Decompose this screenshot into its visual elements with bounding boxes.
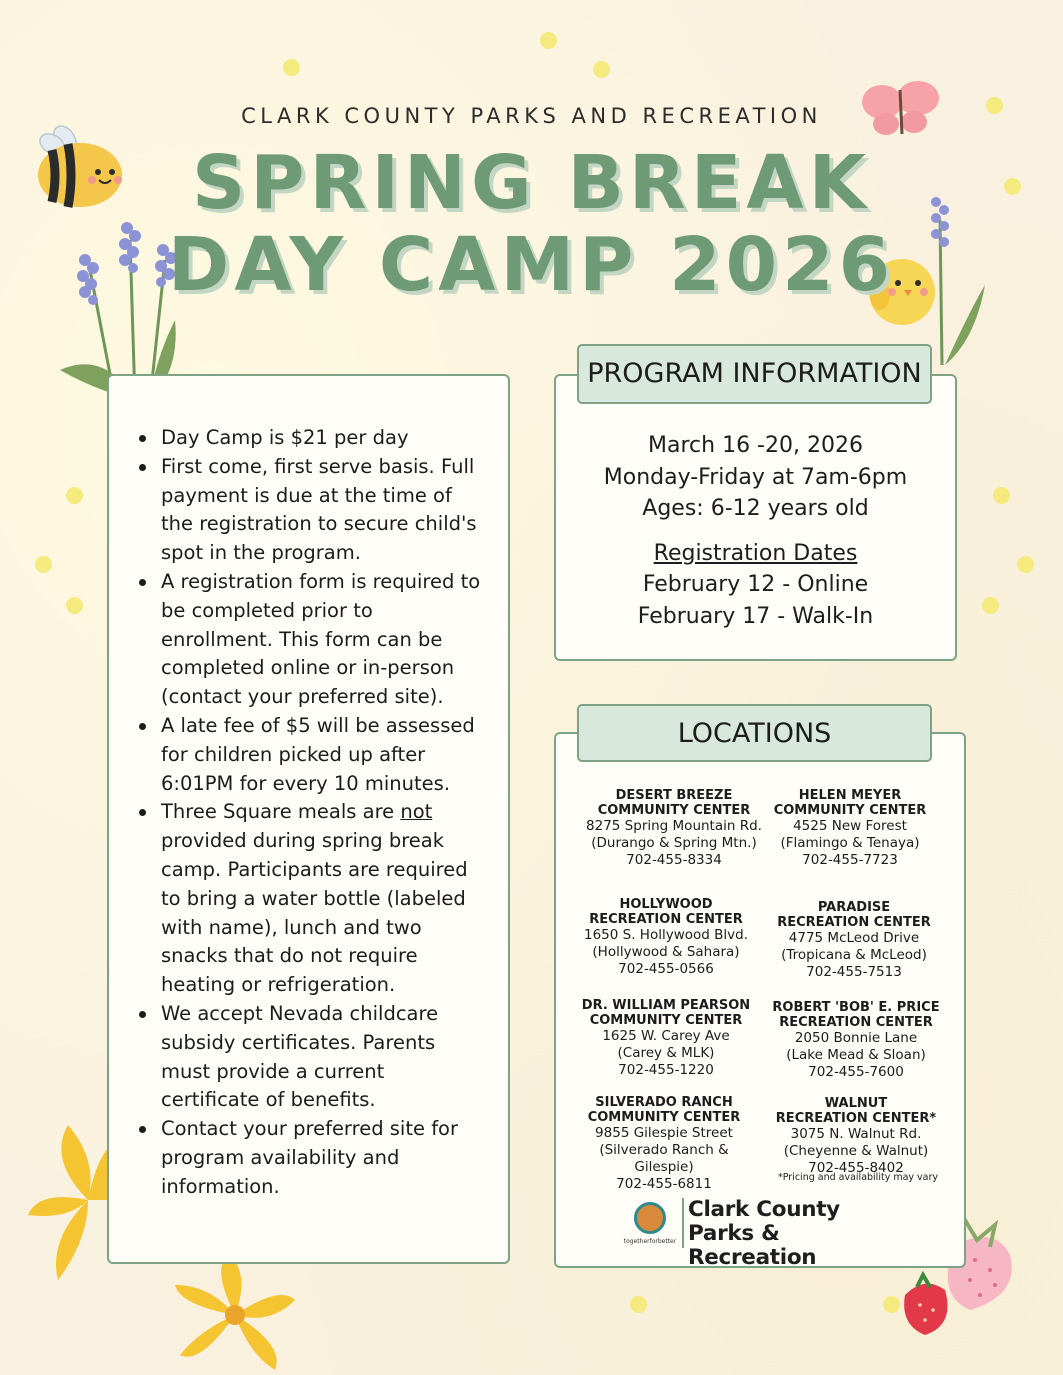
decorative-dot (66, 597, 83, 614)
program-info-heading: PROGRAM INFORMATION (577, 344, 932, 404)
registration-online: February 12 - Online (642, 572, 869, 597)
program-schedule: Monday-Friday at 7am-6pm (603, 464, 908, 490)
location-pearson: DR. WILLIAM PEARSON COMMUNITY CENTER 1625 W. Carey Ave (Carey & MLK) 702-455-1220 (581, 998, 751, 1078)
decorative-dot (593, 61, 610, 78)
location-price: ROBERT 'BOB' E. PRICE RECREATION CENTER 2050 Bonnie Lane (Lake Mead & Sloan) 702-455-7600 (772, 1000, 940, 1080)
location-walnut: WALNUT RECREATION CENTER* 3075 N. Walnut Rd. (Cheyenne & Walnut) 702-455-8402 (775, 1096, 937, 1176)
logo-divider (682, 1198, 684, 1248)
decorative-dot (283, 59, 300, 76)
location-paradise: PARADISE RECREATION CENTER 4775 McLeod Drive (Tropicana & McLeod) 702-455-7513 (777, 900, 931, 980)
camp-details-list (109, 424, 488, 1202)
county-seal-icon (634, 1202, 666, 1234)
page-title-line1: SPRING BREAK (191, 140, 872, 226)
location-hollywood: HOLLYWOOD RECREATION CENTER 1650 S. Hollywood Blvd. (Hollywood & Sahara) 702-455-0566 (584, 897, 748, 977)
location-silverado: SILVERADO RANCH COMMUNITY CENTER 9855 Gilespie Street (Silverado Ranch & Gilespie) 702-455-6811 (587, 1095, 741, 1192)
location-desert-breeze: DESERT BREEZE COMMUNITY CENTER 8275 Spring Mountain Rd. (Durango & Spring Mtn.) 702-455-8334 (586, 788, 762, 868)
clark-county-logo (620, 1196, 910, 1270)
list-item: A registration form is required to be completed prior to enrollment. This form can be completed online or in-person (contact your preferred site). (161, 568, 488, 712)
decorative-dot (1017, 556, 1034, 573)
yellow-flower-icon (28, 1120, 118, 1295)
logo-tagline: togetherforbetter (623, 1238, 677, 1245)
list-item: First come, first serve basis. Full payment is due at the time of the registration to secure child's spot in the program. (161, 453, 488, 568)
yellow-flower-icon (170, 1255, 300, 1375)
decorative-dot (66, 487, 83, 504)
registration-walkin: February 17 - Walk-In (637, 603, 874, 629)
list-item: A late fee of $5 will be assessed for children picked up after 6:01PM for every 10 minutes. (161, 712, 488, 798)
decorative-dot (35, 556, 52, 573)
page-title-line2: DAY CAMP 2026 (167, 222, 896, 308)
list-item: We accept Nevada childcare subsidy certificates. Parents must provide a current certificate of benefits. (161, 1000, 488, 1115)
program-info-body (556, 430, 955, 632)
program-info-card (554, 374, 957, 661)
decorative-dot (993, 487, 1010, 504)
program-ages: Ages: 6-12 years old (642, 496, 869, 521)
camp-details-card (107, 374, 510, 1264)
decorative-dot (540, 32, 557, 49)
list-item: Three Square meals are not provided during spring break camp. Participants are required to bring a water bottle (labeled with name), lunch and two snacks that do not require heating or refrigeration. (161, 798, 488, 1000)
logo-wordmark: Clark County Parks & Recreation (688, 1197, 840, 1270)
registration-heading: Registration Dates (653, 540, 858, 566)
location-helen-meyer: HELEN MEYER COMMUNITY CENTER 4525 New Forest (Flamingo & Tenaya) 702-455-7723 (773, 788, 927, 868)
list-item: Contact your preferred site for program availability and information. (161, 1115, 488, 1201)
decorative-dot (630, 1296, 647, 1313)
decorative-dot (982, 597, 999, 614)
pricing-footnote: *Pricing and availability may vary (777, 1172, 939, 1183)
program-dates: March 16 -20, 2026 (648, 433, 863, 458)
organization-name: CLARK COUNTY PARKS AND RECREATION (241, 104, 822, 128)
list-item: Day Camp is $21 per day (161, 424, 488, 453)
locations-heading: LOCATIONS (577, 704, 932, 762)
